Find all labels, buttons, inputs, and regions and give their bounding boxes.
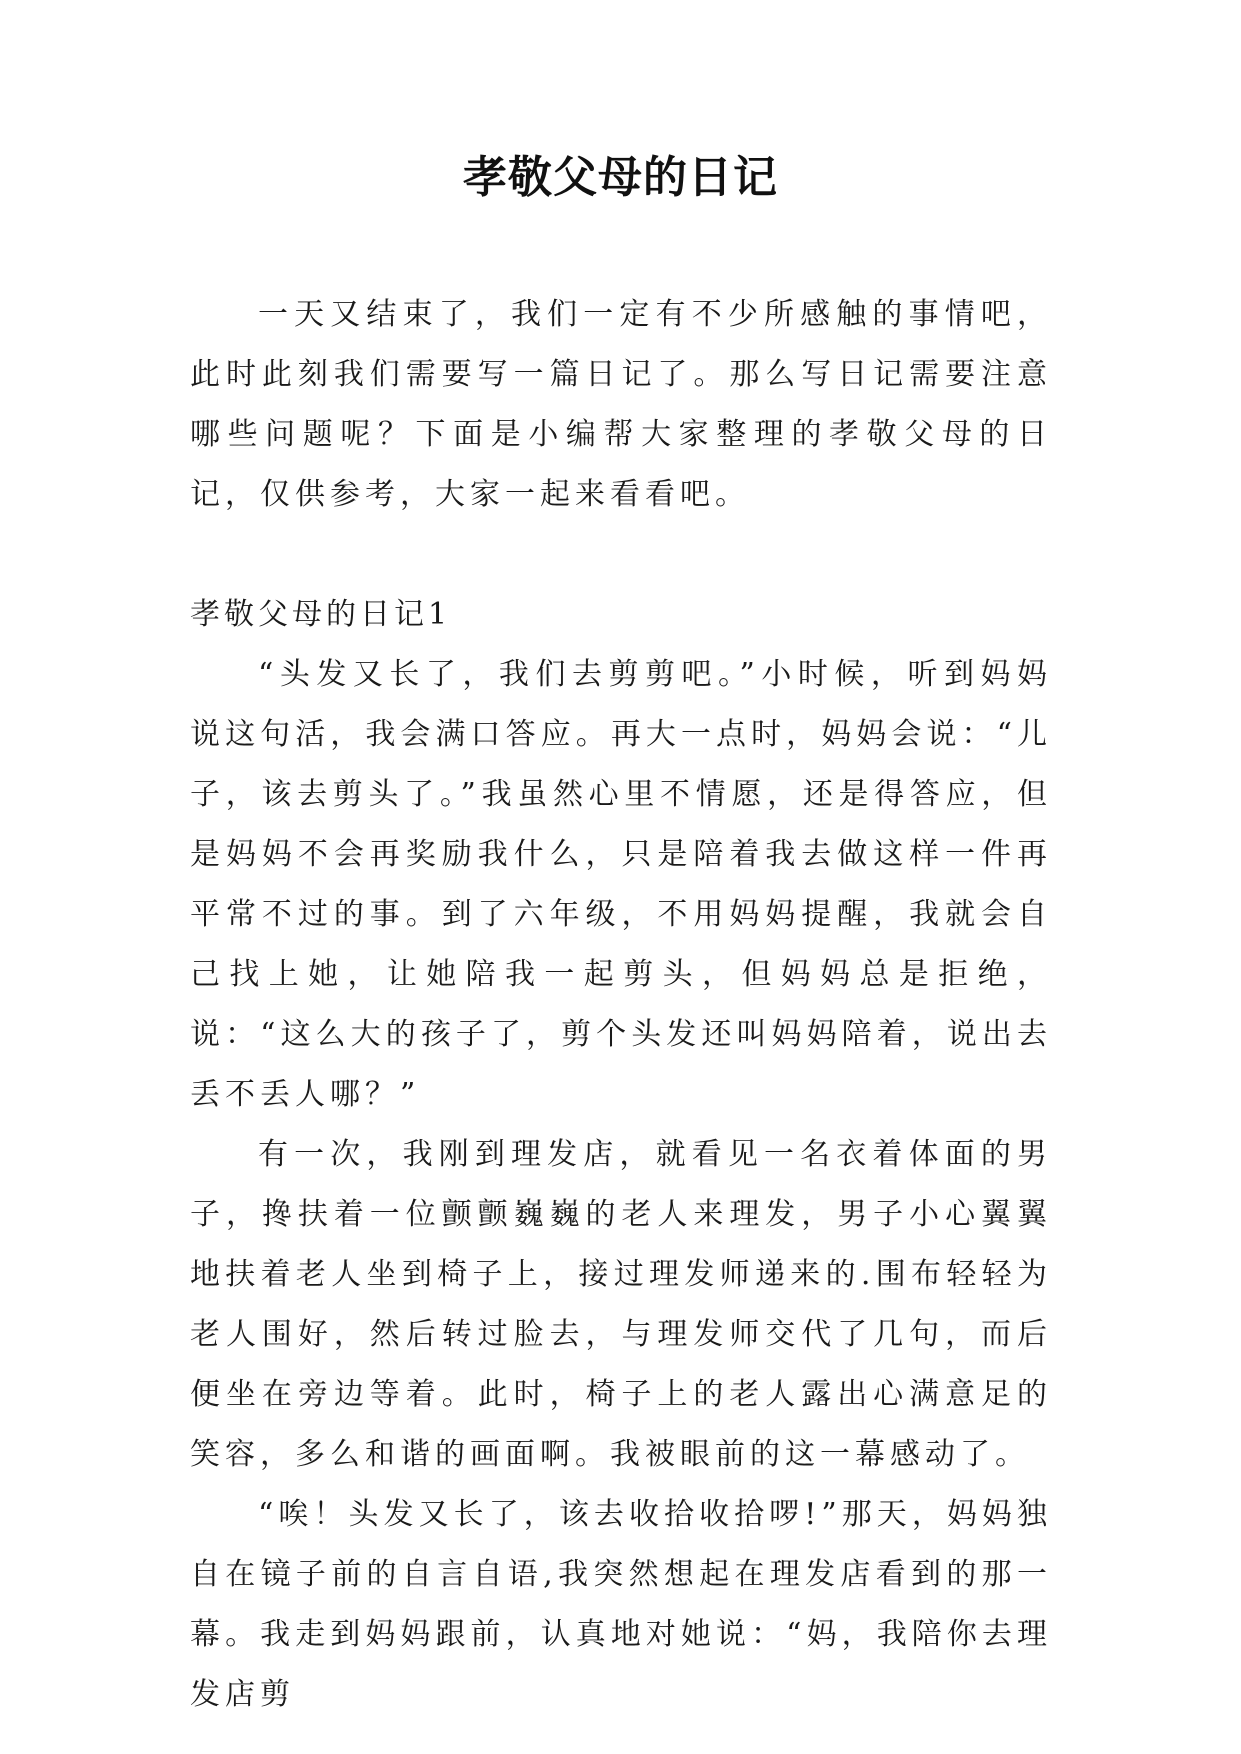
section-heading: 孝敬父母的日记1 — [190, 597, 452, 632]
body-paragraph-2: 有一次，我刚到理发店，就看见一名衣着体面的男子，搀扶着一位颤颤巍巍的老人来理发，男子小心翼翼地扶着老人坐到椅子上，接过理发师递来的.围布轻轻为老人围好，然后转过脸去，与理发师交代了几句，而后便坐在旁边等着。此时，椅子上的老人露出心满意足的笑容，多么和谐的画面啊。我被眼前的这一幕感动了。 — [190, 1137, 1052, 1472]
document-body — [190, 285, 1052, 1725]
intro-paragraph: 一天又结束了，我们一定有不少所感触的事情吧，此时此刻我们需要写一篇日记了。那么写日记需要注意哪些问题呢？下面是小编帮大家整理的孝敬父母的日记，仅供参考，大家一起来看看吧。 — [190, 297, 1052, 512]
body-paragraph-1: “头发又长了，我们去剪剪吧。”小时候，听到妈妈说这句活，我会满口答应。再大一点时，妈妈会说：“儿子，该去剪头了。”我虽然心里不情愿，还是得答应，但是妈妈不会再奖励我什么，只是陪着我去做这样一件再平常不过的事。到了六年级，不用妈妈提醒，我就会自己找上她，让她陪我一起剪头，但妈妈总是拒绝，说：“这么大的孩子了，剪个头发还叫妈妈陪着，说出去丢不丢人哪？” — [190, 657, 1052, 1112]
page-title: 孝敬父母的日记 — [463, 152, 778, 203]
body-paragraph-3: “唉！头发又长了，该去收拾收拾啰!”那天，妈妈独自在镜子前的自言自语,我突然想起在理发店看到的那一幕。我走到妈妈跟前，认真地对她说：“妈，我陪你去理发店剪 — [190, 1497, 1052, 1712]
